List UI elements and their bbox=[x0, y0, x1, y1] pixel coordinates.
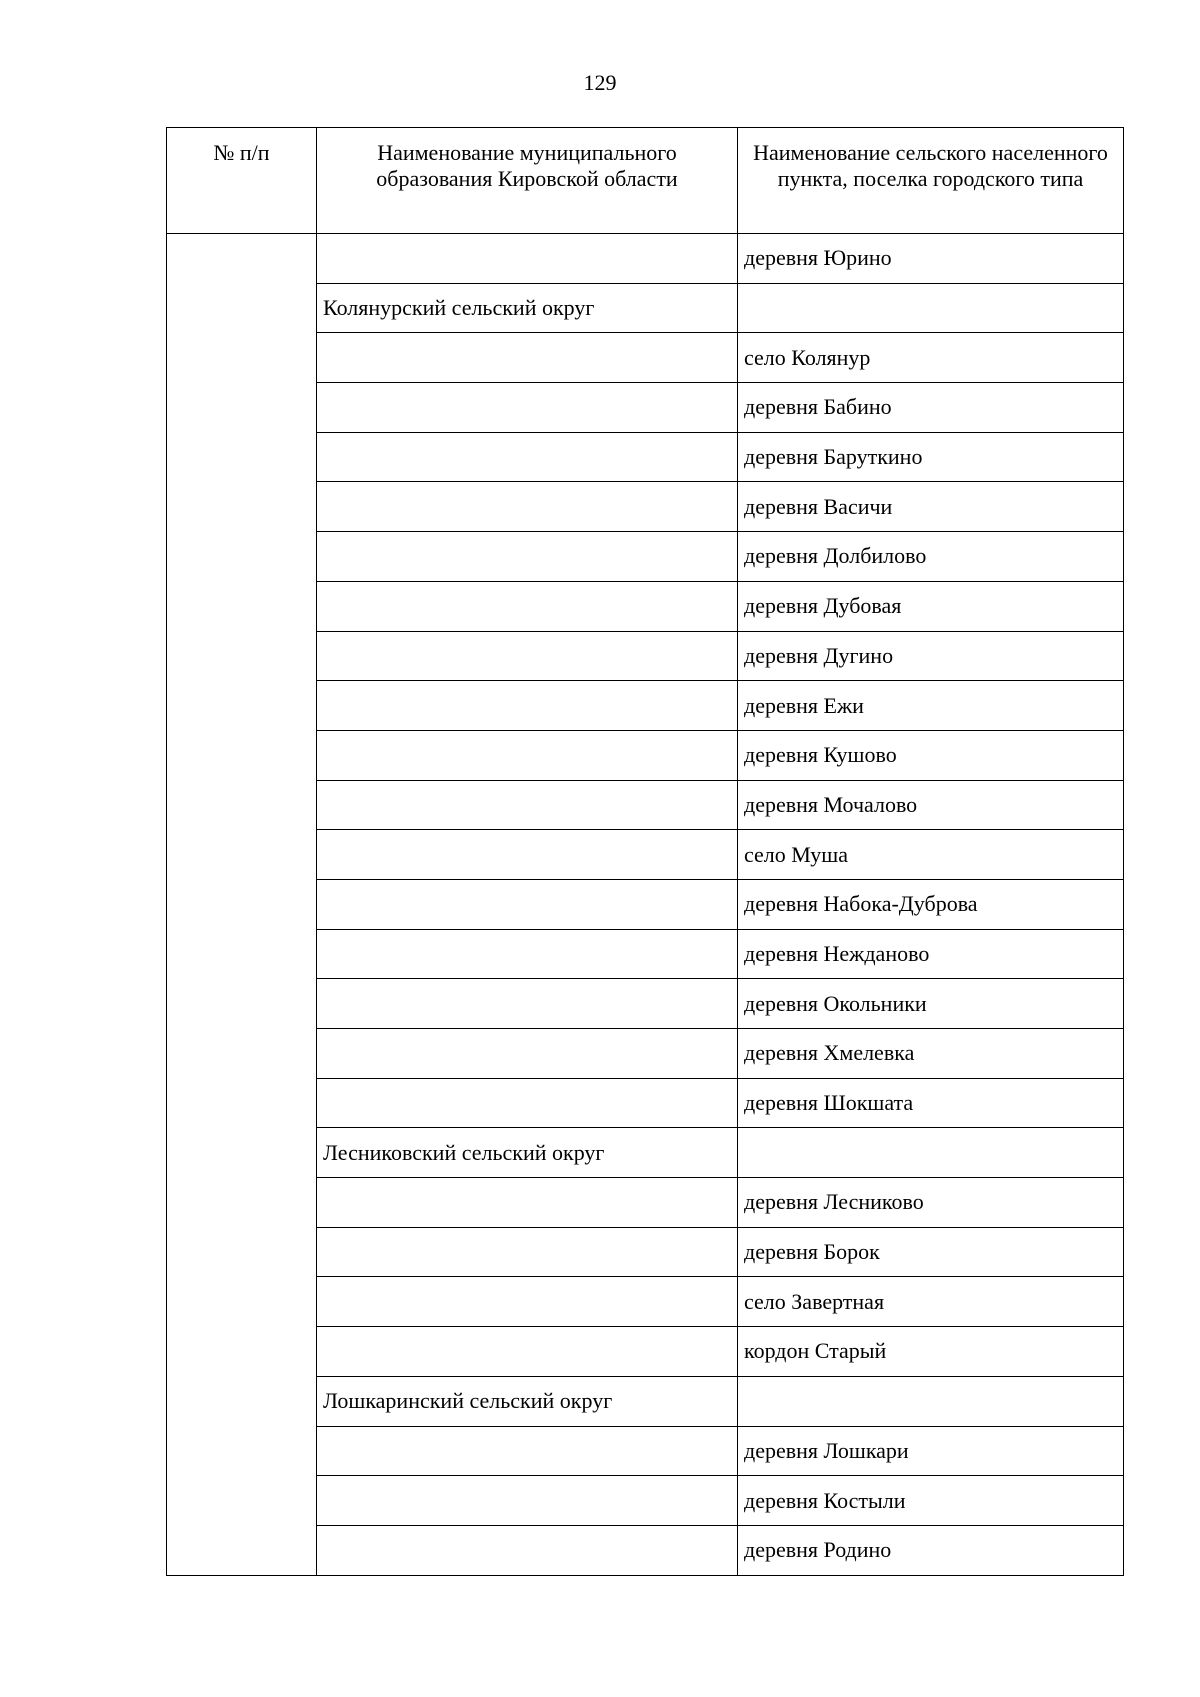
settlement-cell: деревня Лесниково bbox=[738, 1178, 1124, 1228]
settlement-cell: деревня Шокшата bbox=[738, 1078, 1124, 1128]
municipality-cell bbox=[317, 432, 738, 482]
settlement-cell: деревня Хмелевка bbox=[738, 1029, 1124, 1079]
settlement-cell: кордон Старый bbox=[738, 1327, 1124, 1377]
header-number: № п/п bbox=[167, 128, 317, 234]
settlement-cell bbox=[738, 1128, 1124, 1178]
municipality-cell bbox=[317, 730, 738, 780]
settlement-cell: деревня Костыли bbox=[738, 1476, 1124, 1526]
table-row bbox=[167, 234, 1124, 284]
municipality-cell bbox=[317, 532, 738, 582]
municipality-cell bbox=[317, 1227, 738, 1277]
settlement-cell: деревня Лошкари bbox=[738, 1426, 1124, 1476]
settlement-cell: село Муша bbox=[738, 830, 1124, 880]
settlement-cell: деревня Мочалово bbox=[738, 780, 1124, 830]
header-row bbox=[167, 128, 1124, 234]
municipality-cell bbox=[317, 1476, 738, 1526]
settlement-cell: деревня Дубовая bbox=[738, 581, 1124, 631]
municipality-cell bbox=[317, 830, 738, 880]
municipality-cell: Колянурский сельский округ bbox=[317, 283, 738, 333]
settlement-cell: деревня Долбилово bbox=[738, 532, 1124, 582]
municipality-cell: Лошкаринский сельский округ bbox=[317, 1376, 738, 1426]
settlement-cell: деревня Набока-Дуброва bbox=[738, 879, 1124, 929]
table-header bbox=[167, 128, 1124, 234]
municipality-cell bbox=[317, 1327, 738, 1377]
settlement-cell bbox=[738, 1376, 1124, 1426]
municipality-cell bbox=[317, 383, 738, 433]
municipality-cell bbox=[317, 1029, 738, 1079]
municipality-cell bbox=[317, 631, 738, 681]
municipality-cell bbox=[317, 1426, 738, 1476]
municipality-cell bbox=[317, 879, 738, 929]
settlement-cell: деревня Окольники bbox=[738, 979, 1124, 1029]
municipality-cell bbox=[317, 1525, 738, 1575]
settlement-cell: деревня Бабино bbox=[738, 383, 1124, 433]
municipality-cell bbox=[317, 333, 738, 383]
header-municipality: Наименование муниципального образования Кировской области bbox=[317, 128, 738, 234]
header-settlement: Наименование сельского населенного пункта, поселка городского типа bbox=[738, 128, 1124, 234]
municipality-cell bbox=[317, 1178, 738, 1228]
settlement-cell: деревня Баруткино bbox=[738, 432, 1124, 482]
municipality-cell bbox=[317, 234, 738, 284]
municipality-cell bbox=[317, 482, 738, 532]
settlement-cell: деревня Кушово bbox=[738, 730, 1124, 780]
settlement-cell: село Колянур bbox=[738, 333, 1124, 383]
municipality-cell bbox=[317, 780, 738, 830]
municipality-cell: Лесниковский сельский округ bbox=[317, 1128, 738, 1178]
settlement-cell: деревня Родино bbox=[738, 1525, 1124, 1575]
settlement-cell bbox=[738, 283, 1124, 333]
settlement-cell: деревня Дугино bbox=[738, 631, 1124, 681]
settlement-cell: деревня Ежи bbox=[738, 681, 1124, 731]
settlement-cell: деревня Васичи bbox=[738, 482, 1124, 532]
settlement-cell: деревня Юрино bbox=[738, 234, 1124, 284]
municipality-cell bbox=[317, 681, 738, 731]
settlement-cell: деревня Борок bbox=[738, 1227, 1124, 1277]
page-number: 129 bbox=[583, 70, 617, 95]
table-body bbox=[167, 234, 1124, 1576]
municipality-cell bbox=[317, 1277, 738, 1327]
settlements-table bbox=[166, 127, 1124, 1576]
municipality-cell bbox=[317, 1078, 738, 1128]
municipality-cell bbox=[317, 929, 738, 979]
municipality-cell bbox=[317, 979, 738, 1029]
settlement-cell: село Завертная bbox=[738, 1277, 1124, 1327]
row-number-cell bbox=[167, 234, 317, 1576]
municipality-cell bbox=[317, 581, 738, 631]
settlement-cell: деревня Нежданово bbox=[738, 929, 1124, 979]
